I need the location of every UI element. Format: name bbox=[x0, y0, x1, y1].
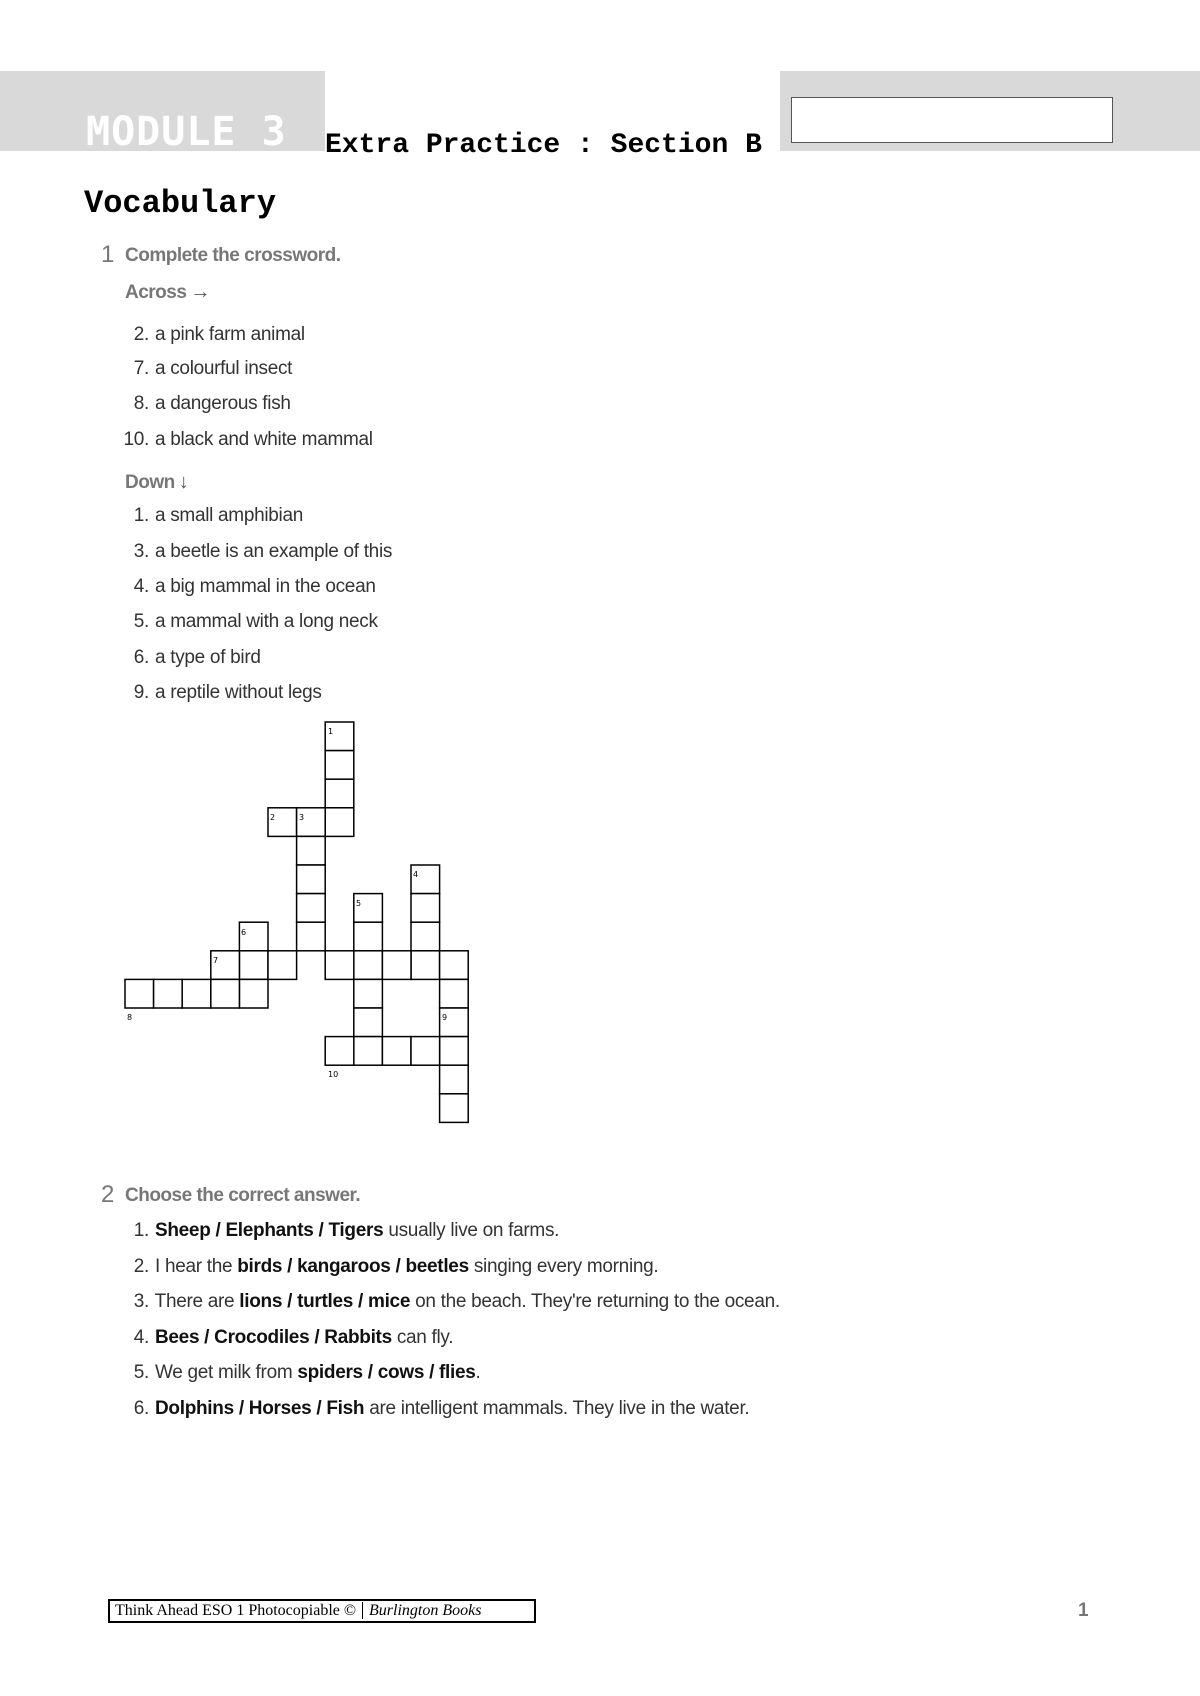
crossword-cell[interactable] bbox=[297, 894, 326, 923]
crossword-cell[interactable] bbox=[440, 1094, 469, 1123]
crossword-cell[interactable] bbox=[354, 922, 383, 951]
crossword-cell[interactable] bbox=[125, 979, 154, 1008]
page-number: 1 bbox=[1078, 1600, 1089, 1621]
publisher-name: Burlington Books bbox=[362, 1602, 481, 1619]
grid-number-3: 3 bbox=[299, 813, 305, 822]
crossword-cell[interactable] bbox=[268, 951, 297, 980]
crossword-cell[interactable] bbox=[354, 979, 383, 1008]
answer-options: spiders / cows / flies bbox=[297, 1362, 476, 1383]
crossword-cell[interactable] bbox=[354, 1008, 383, 1037]
crossword-cell[interactable] bbox=[440, 1065, 469, 1094]
crossword-cell[interactable] bbox=[325, 951, 354, 980]
crossword-cell[interactable] bbox=[411, 1037, 440, 1066]
clue-down-1: 1. a small amphibian bbox=[133, 505, 304, 526]
clue-down-5: 5. a mammal with a long neck bbox=[133, 611, 378, 632]
exercise-1-number: 1 bbox=[101, 241, 115, 268]
crossword-cell[interactable] bbox=[325, 1037, 354, 1066]
page-title: Extra Practice : Section B bbox=[325, 130, 762, 161]
crossword-cell[interactable] bbox=[211, 979, 240, 1008]
crossword-cell[interactable] bbox=[354, 951, 383, 980]
crossword-cell[interactable] bbox=[440, 1037, 469, 1066]
question-5: 5. We get milk from spiders / cows / flies. bbox=[133, 1362, 481, 1383]
across-label: Across bbox=[125, 282, 187, 303]
answer-options: Dolphins / Horses / Fish bbox=[154, 1398, 365, 1419]
arrow-down-icon: ↓ bbox=[178, 471, 189, 493]
down-label: Down bbox=[125, 472, 175, 493]
clue-across-8: 8. a dangerous fish bbox=[133, 393, 291, 414]
answer-options: Bees / Crocodiles / Rabbits bbox=[154, 1327, 392, 1348]
crossword-cell[interactable] bbox=[440, 979, 469, 1008]
exercise-2-number: 2 bbox=[101, 1181, 115, 1208]
crossword-cell[interactable] bbox=[297, 865, 326, 894]
grid-number-7: 7 bbox=[213, 956, 219, 965]
crossword-cell[interactable] bbox=[382, 1037, 411, 1066]
crossword-cell[interactable] bbox=[382, 951, 411, 980]
footer-text: Think Ahead ESO 1 Photocopiable © bbox=[115, 1602, 357, 1619]
clue-across-2: 2. a pink farm animal bbox=[133, 324, 305, 345]
grid-number-10: 10 bbox=[328, 1070, 339, 1079]
arrow-right-icon: → bbox=[190, 281, 210, 303]
section-title: Vocabulary bbox=[84, 185, 277, 222]
crossword-cell[interactable] bbox=[354, 1037, 383, 1066]
crossword-cell[interactable] bbox=[239, 951, 268, 980]
crossword-cell[interactable] bbox=[411, 922, 440, 951]
crossword-cell[interactable] bbox=[325, 751, 354, 780]
answer-options: Sheep / Elephants / Tigers bbox=[154, 1220, 384, 1241]
crossword-cell[interactable] bbox=[239, 979, 268, 1008]
exercise-2-instruction: Choose the correct answer. bbox=[125, 1185, 361, 1206]
clue-across-10: 10. a black and white mammal bbox=[123, 429, 373, 450]
answer-options: lions / turtles / mice bbox=[239, 1291, 411, 1312]
grid-number-1: 1 bbox=[328, 727, 334, 736]
clue-down-3: 3. a beetle is an example of this bbox=[133, 541, 393, 562]
clue-across-7: 7. a colourful insect bbox=[133, 358, 293, 379]
question-4: 4. Bees / Crocodiles / Rabbits can fly. bbox=[133, 1327, 454, 1348]
question-2: 2. I hear the birds / kangaroos / beetles singing every morning. bbox=[133, 1256, 659, 1277]
grid-number-8: 8 bbox=[127, 1013, 133, 1022]
clue-down-6: 6. a type of bird bbox=[133, 647, 261, 668]
module-label: MODULE 3 bbox=[86, 109, 287, 155]
crossword-cell[interactable] bbox=[411, 894, 440, 923]
question-6: 6. Dolphins / Horses / Fish are intelligent mammals. They live in the water. bbox=[133, 1398, 750, 1419]
crossword-cell[interactable] bbox=[325, 808, 354, 837]
crossword-cell[interactable] bbox=[297, 922, 326, 951]
exercise-1-instruction: Complete the crossword. bbox=[125, 245, 341, 266]
answer-options: birds / kangaroos / beetles bbox=[237, 1256, 469, 1277]
crossword-cell[interactable] bbox=[154, 979, 183, 1008]
clue-down-4: 4. a big mammal in the ocean bbox=[133, 576, 376, 597]
grid-number-5: 5 bbox=[356, 899, 362, 908]
crossword-cell[interactable] bbox=[411, 951, 440, 980]
grid-number-4: 4 bbox=[413, 870, 419, 879]
footer-credit bbox=[108, 1599, 536, 1623]
grid-number-2: 2 bbox=[270, 813, 276, 822]
clue-down-9: 9. a reptile without legs bbox=[133, 682, 322, 703]
crossword-cell[interactable] bbox=[182, 979, 211, 1008]
crossword-cell[interactable] bbox=[440, 951, 469, 980]
grid-number-6: 6 bbox=[241, 928, 247, 937]
question-3: 3. There are lions / turtles / mice on the beach. They're returning to the ocean. bbox=[133, 1291, 780, 1312]
crossword-cell[interactable] bbox=[325, 779, 354, 808]
crossword-cell[interactable] bbox=[297, 836, 326, 865]
question-1: 1. Sheep / Elephants / Tigers usually live on farms. bbox=[133, 1220, 560, 1241]
grid-number-9: 9 bbox=[442, 1013, 448, 1022]
